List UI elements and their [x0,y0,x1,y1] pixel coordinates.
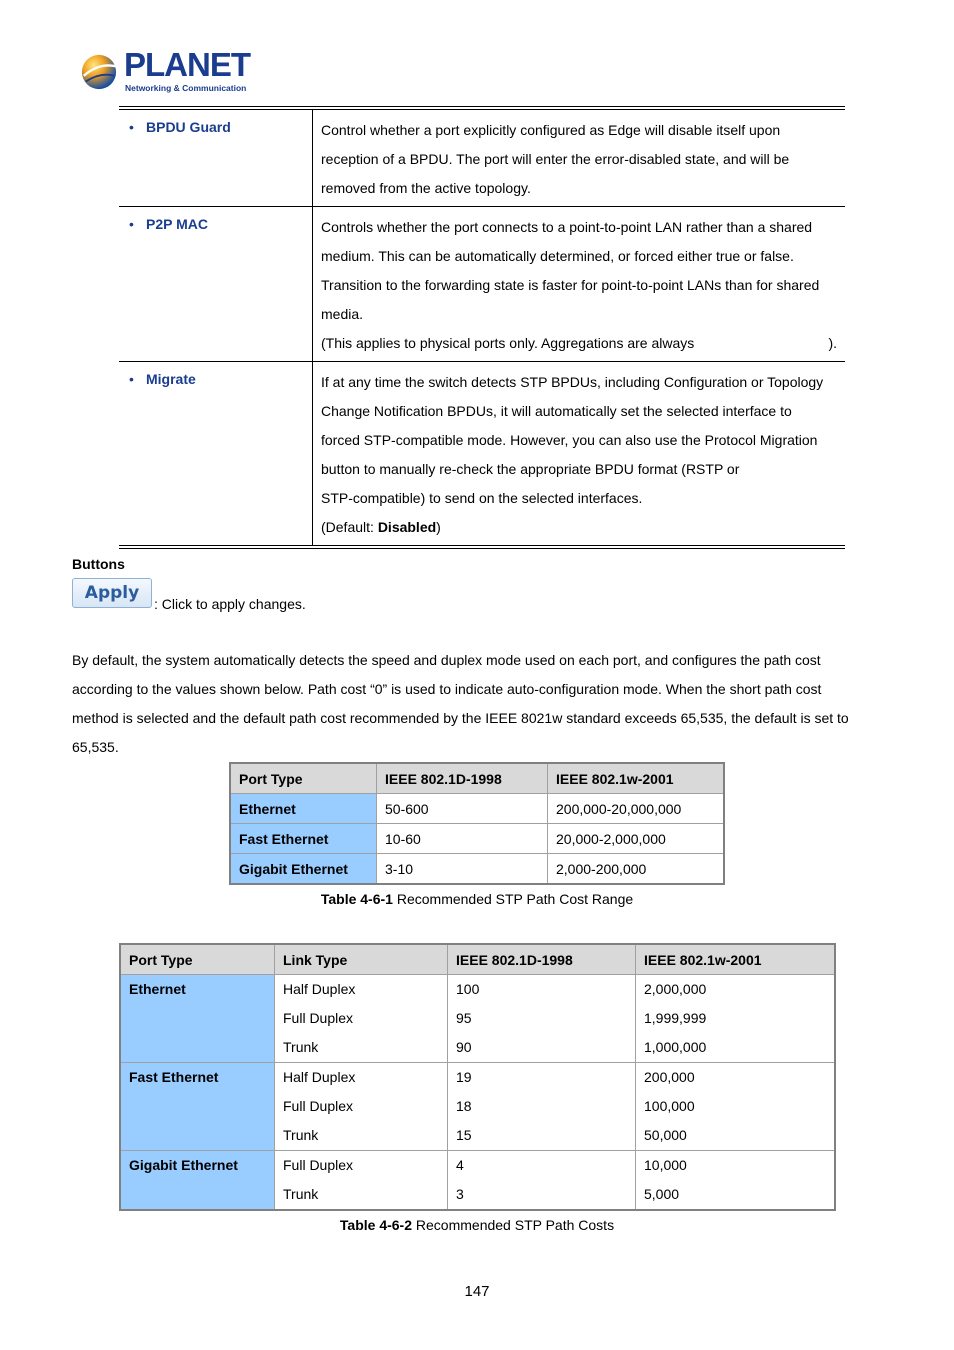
w2001-cell [636,975,836,1063]
desc-line: Transition to the forwarding state is faster for point-to-point LANs than for shared [321,277,820,293]
logo-wordmark: PLANET [124,46,250,83]
port-type-cell [120,1151,275,1211]
cell-value: 100 [456,981,480,997]
desc-note-line [321,329,837,358]
table-header-row [230,763,724,794]
table-row [120,975,835,1063]
link-type-cell [275,1063,448,1151]
desc-line: forced STP-compatible mode. However, you can also use the Protocol Migration [321,432,818,448]
cell-value: 5,000 [644,1186,680,1202]
cell-value: Half Duplex [283,1069,356,1085]
cell-value: 1,999,999 [644,1010,707,1026]
table-header-row [120,944,835,975]
caption-label: Table 4-6-2 [339,1217,413,1233]
apply-button[interactable]: Apply [72,578,152,608]
port-type-cell: Ethernet [230,794,377,824]
d1998-cell [448,1063,636,1151]
param-name: Migrate [146,371,196,387]
cell-value: Trunk [283,1186,319,1202]
cell-value: 90 [456,1039,472,1055]
path-cost-range-table [229,762,725,885]
port-type-label: Fast Ethernet [129,1069,219,1085]
param-row-bpdu-guard [119,110,845,207]
cell-value: Full Duplex [283,1157,354,1173]
column-header: IEEE 802.1w-2001 [636,944,836,975]
param-description [313,362,845,545]
param-row-p2p-mac [119,207,845,362]
default-prefix: (Default: [321,519,378,535]
desc-note-start: (This applies to physical ports only. Aggregations are always [321,335,695,351]
caption-text: Recommended STP Path Costs [412,1217,615,1233]
table-cell: 50-600 [377,794,548,824]
param-name: P2P MAC [146,216,208,232]
column-header: Port Type [230,763,377,794]
cell-value: 100,000 [644,1098,695,1114]
page-number: 147 [464,1283,490,1300]
paragraph-line: By default, the system automatically detects the speed and duplex mode used on each port, and configures the path cost [72,652,821,668]
column-header: IEEE 802.1D-1998 [448,944,636,975]
desc-line: Change Notification BPDUs, it will automatically set the selected interface to [321,403,792,419]
port-type-cell: Gigabit Ethernet [230,854,377,885]
table-cell: 10-60 [377,824,548,854]
table-row [230,824,724,854]
table-cell: 20,000-2,000,000 [548,824,725,854]
cell-value: 1,000,000 [644,1039,707,1055]
cell-value: Full Duplex [283,1010,354,1026]
desc-line: medium. This can be automatically determined, or forced either true or false. [321,248,794,264]
cell-value: 10,000 [644,1157,687,1173]
bullet-icon: • [129,216,134,232]
port-type-label: Ethernet [129,981,186,997]
cell-value: 95 [456,1010,472,1026]
caption-text: Recommended STP Path Cost Range [392,891,634,907]
desc-line: button to manually re-check the appropriate BPDU format (RSTP or [321,461,740,477]
paragraph-line: 65,535. [72,739,119,755]
cell-value: 3 [456,1186,464,1202]
link-type-cell [275,1151,448,1211]
table-cell: 200,000-20,000,000 [548,794,725,824]
desc-line: removed from the active topology. [321,180,531,196]
table-caption [0,1217,954,1233]
table-row [230,794,724,824]
table-row [120,1151,835,1211]
cell-value: 18 [456,1098,472,1114]
port-type-label: Gigabit Ethernet [129,1157,238,1173]
path-cost-paragraph [72,646,884,762]
desc-line: Control whether a port explicitly configured as Edge will disable itself upon [321,122,781,138]
apply-description: : Click to apply changes. [154,596,306,612]
column-header: IEEE 802.1D-1998 [377,763,548,794]
table-cell: 3-10 [377,854,548,885]
cell-value: 2,000,000 [644,981,707,997]
cell-value: 4 [456,1157,464,1173]
param-row-migrate [119,362,845,545]
desc-line: reception of a BPDU. The port will enter the error-disabled state, and will be [321,151,790,167]
port-type-cell [120,1063,275,1151]
cell-value: 19 [456,1069,472,1085]
port-type-cell [120,975,275,1063]
default-suffix: ) [436,519,441,535]
cell-value: Trunk [283,1039,319,1055]
column-header: Link Type [275,944,448,975]
cell-value: Half Duplex [283,981,356,997]
cell-value: 15 [456,1127,472,1143]
paragraph-line: method is selected and the default path cost recommended by the IEEE 8021w standard exceeds 65,535, the default is set to [72,710,849,726]
table-row [230,854,724,885]
path-costs-table [119,943,836,1211]
d1998-cell [448,975,636,1063]
caption-label: Table 4-6-1 [320,891,393,907]
w2001-cell [636,1063,836,1151]
cell-value: 50,000 [644,1127,687,1143]
globe-icon [80,53,118,91]
buttons-heading: Buttons [72,556,125,572]
desc-line: Controls whether the port connects to a point-to-point LAN rather than a shared [321,219,813,235]
desc-line: STP-compatible) to send on the selected interfaces. [321,490,643,506]
column-header: Port Type [120,944,275,975]
cell-value: Trunk [283,1127,319,1143]
bullet-icon: • [129,371,134,387]
paragraph-line: according to the values shown below. Path cost “0” is used to indicate auto-configuration mode. When the short path cost [72,681,822,697]
table-caption [0,891,954,907]
table-row [120,1063,835,1151]
table-cell: 2,000-200,000 [548,854,725,885]
cell-value: 200,000 [644,1069,695,1085]
cell-value: Full Duplex [283,1098,354,1114]
desc-note-end: ). [828,335,837,351]
column-header: IEEE 802.1w-2001 [548,763,725,794]
d1998-cell [448,1151,636,1211]
link-type-cell [275,975,448,1063]
parameter-table [119,106,845,549]
param-description [313,110,845,206]
default-value: Disabled [377,519,437,535]
default-line [321,513,837,542]
logo-tagline: Networking & Communication [125,83,247,93]
bullet-icon: • [129,119,134,135]
desc-line: If at any time the switch detects STP BPDUs, including Configuration or Topology [321,374,824,390]
port-type-cell: Fast Ethernet [230,824,377,854]
planet-logo [78,46,250,96]
desc-line: media. [321,306,364,322]
w2001-cell [636,1151,836,1211]
param-name: BPDU Guard [146,119,231,135]
param-description [313,207,845,361]
